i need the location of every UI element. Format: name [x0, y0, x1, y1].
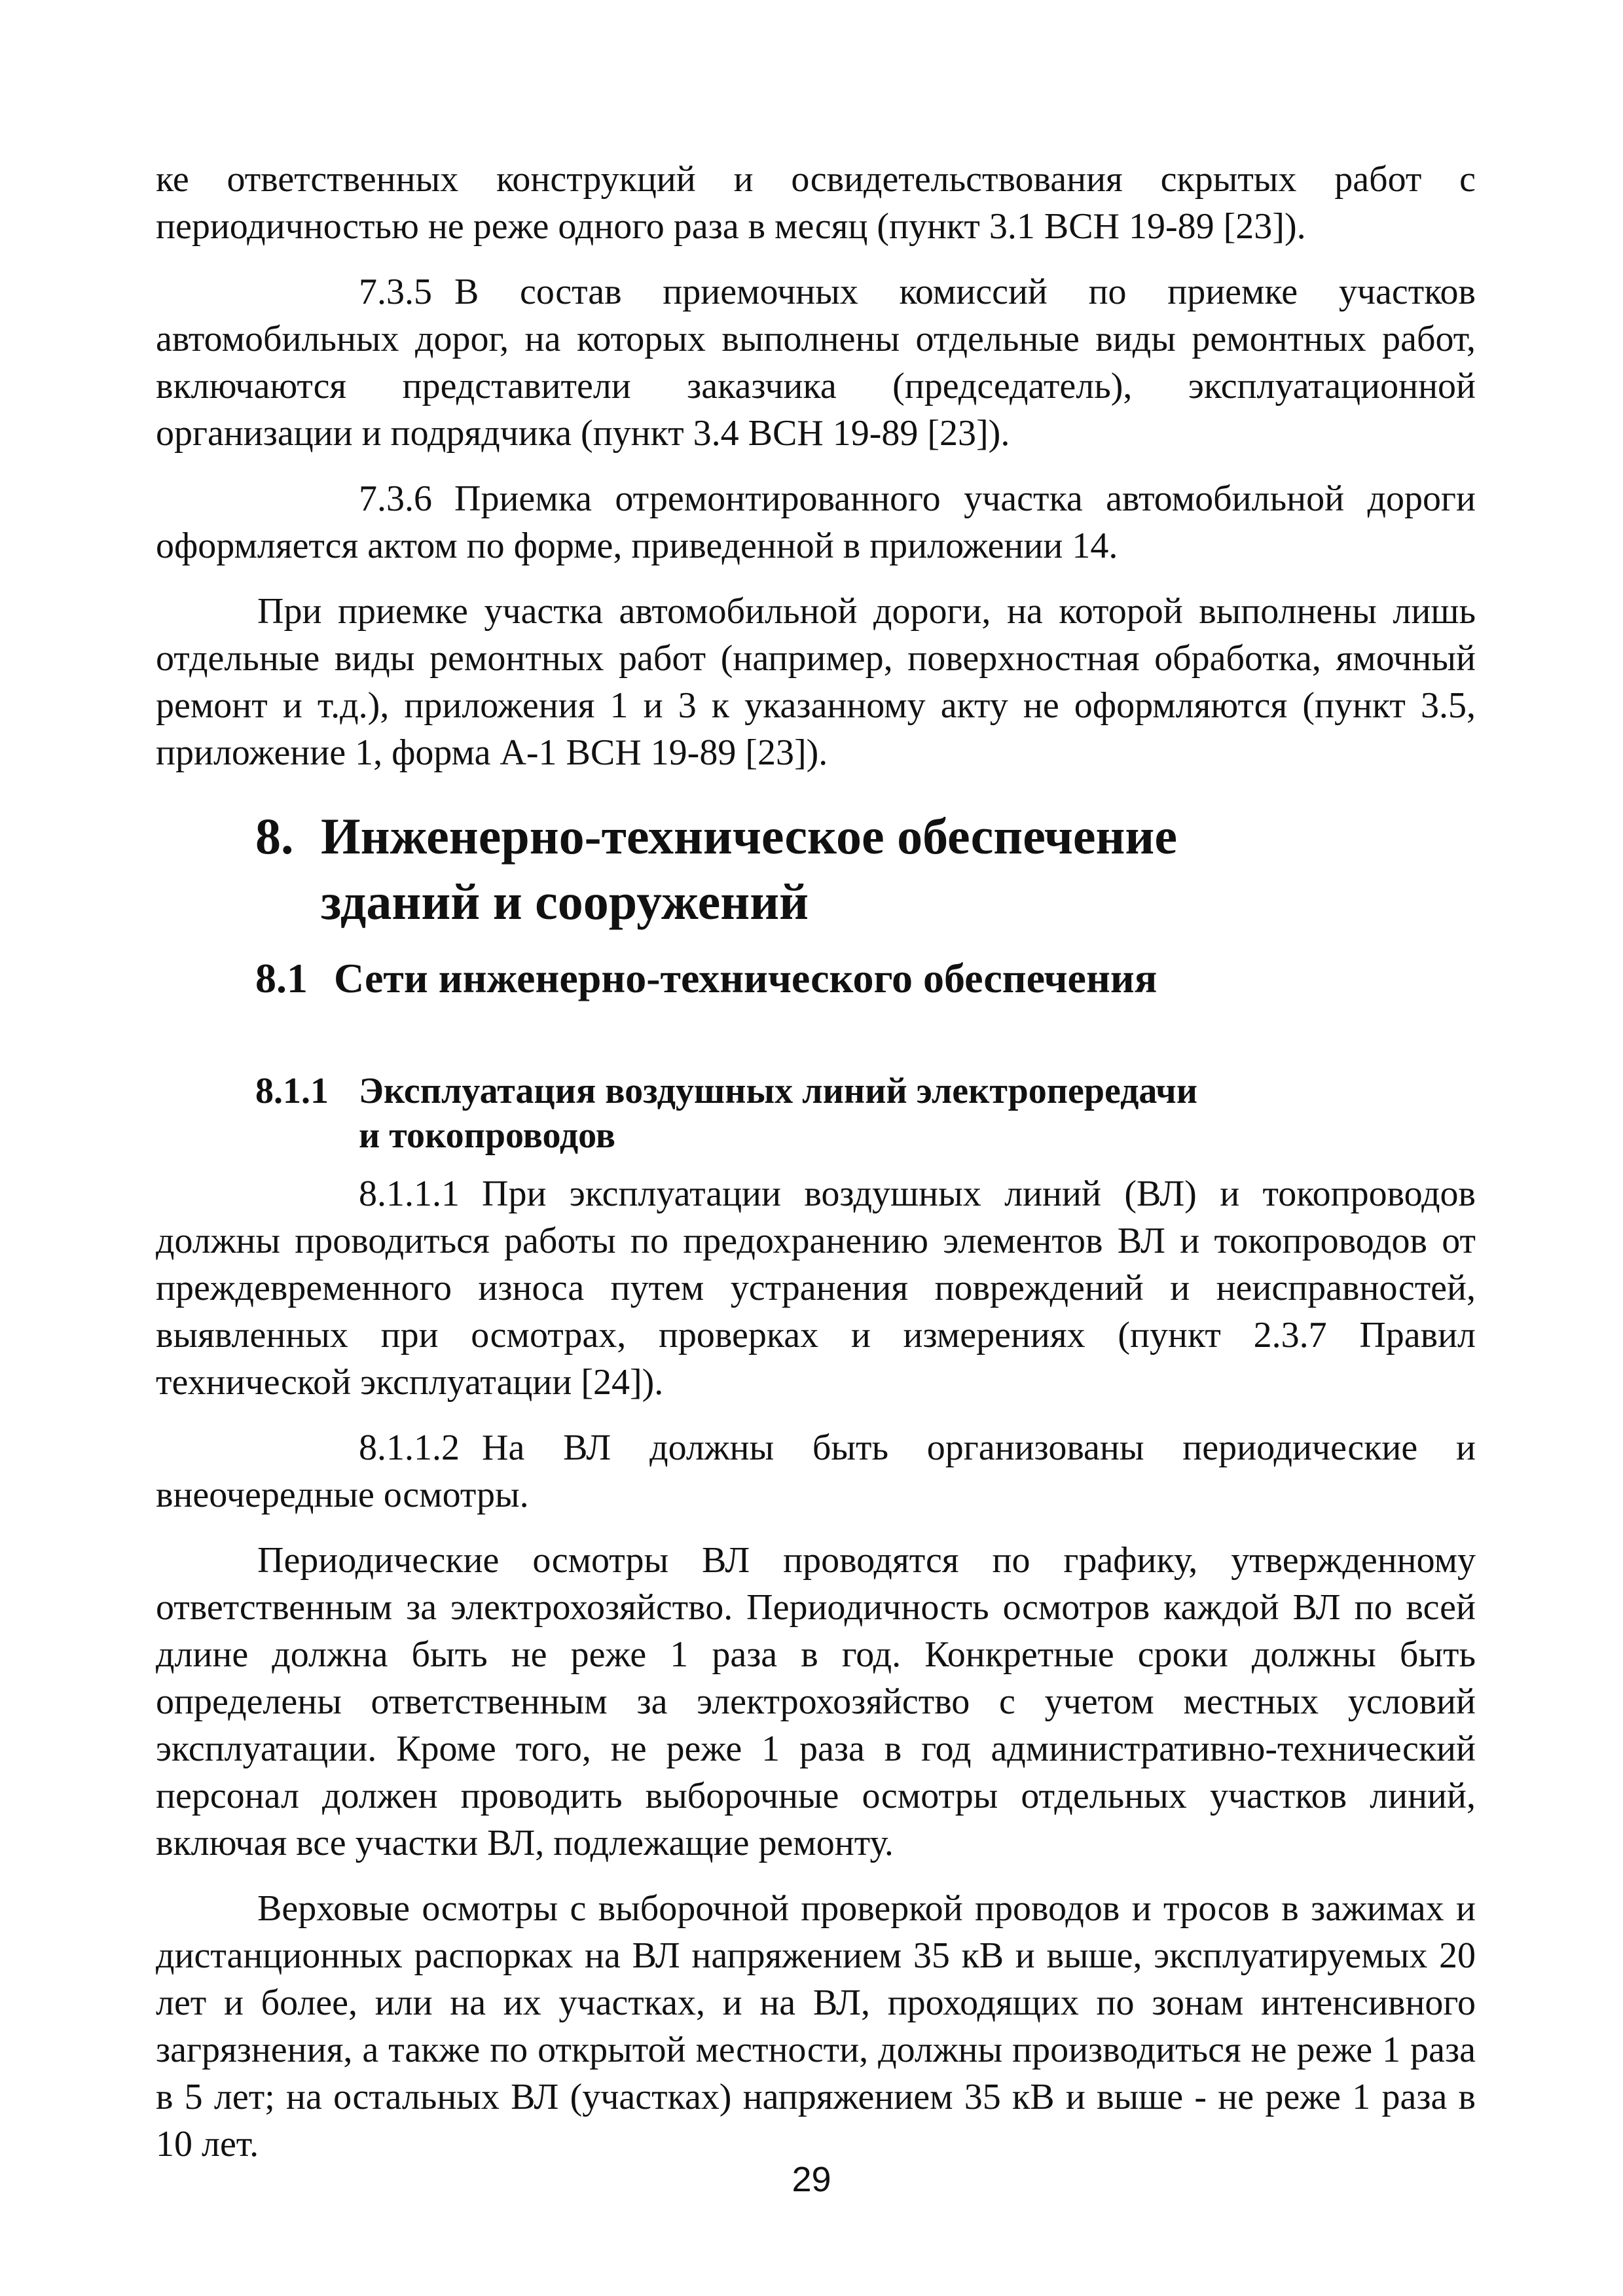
paragraph-continuation: ке ответственных конструкций и освидетельствования скрытых работ с периодичностью не реже одного раза в месяц (пункт 3.1 ВСН 19-89 [23]).: [156, 159, 1476, 247]
top-text-block: [156, 156, 1476, 776]
paragraph-7-3-5: [156, 268, 1476, 457]
subsection-heading: [255, 1069, 1197, 1158]
paragraph-7-3-6: [156, 475, 1476, 569]
paragraph-8-1-1-1: [156, 1170, 1476, 1406]
section-number: 8.1: [255, 955, 308, 1001]
clause-text: При эксплуатации воздушных линий (ВЛ) и токопроводов должны проводиться работы по предохранению элементов ВЛ и токопроводов от преждевременного износа путем устранения повреждений и неисправностей, выявленных при осмотрах, проверках и измерениях (пункт 2.3.7 Правил технической эксплуатации [24]).: [156, 1174, 1476, 1403]
clause-text: На ВЛ должны быть организованы периодические и внеочередные осмотры.: [156, 1427, 1476, 1515]
subsection-title-line1: Эксплуатация воздушных линий электропередачи: [359, 1071, 1198, 1111]
paragraph-periodic-inspections: Периодические осмотры ВЛ проводятся по графику, утвержденному ответственным за электрохозяйство. Периодичность осмотров каждой ВЛ по всей длине должна быть не реже 1 раза в год. Конкретные сроки должны быть определены ответственным за электрохозяйство с учетом местных условий эксплуатации. Кроме того, не реже 1 раза в год административно-технический персонал должен проводить выборочные осмотры отдельных участков линий, включая все участки ВЛ, подлежащие ремонту.: [156, 1540, 1476, 1863]
paragraph-8-1-1-2: [156, 1424, 1476, 1518]
bottom-text-block: [156, 1170, 1476, 2168]
clause-number: 7.3.6: [359, 478, 432, 519]
chapter-heading: [255, 804, 1177, 935]
clause-number: 8.1.1.2: [359, 1427, 460, 1468]
section-heading: [255, 952, 1157, 1005]
clause-number: 7.3.5: [359, 272, 432, 312]
chapter-title-line2: зданий и сооружений: [321, 873, 809, 930]
page-number: 29: [792, 2160, 831, 2199]
chapter-title-line1: Инженерно-техническое обеспечение: [321, 808, 1177, 865]
subsection-title-line2: и токопроводов: [359, 1115, 615, 1156]
paragraph-top-inspections: Верховые осмотры с выборочной проверкой проводов и тросов в зажимах и дистанционных распорках на ВЛ напряжением 35 кВ и выше, эксплуатируемых 20 лет и более, или на их участках, и на ВЛ, проходящих по зонам интенсивного загрязнения, а также по открытой местности, должны производиться не реже 1 раза в 5 лет; на остальных ВЛ (участках) напряжением 35 кВ и выше - не реже 1 раза в 10 лет.: [156, 1888, 1476, 2164]
chapter-number: 8.: [255, 808, 294, 865]
paragraph-acceptance: При приемке участка автомобильной дороги, на которой выполнены лишь отдельные виды ремонтных работ (например, поверхностная обработка, ямочный ремонт и т.д.), приложения 1 и 3 к указанному акту не оформляются (пункт 3.5, приложение 1, форма А-1 ВСН 19-89 [23]).: [156, 591, 1476, 773]
subsection-number: 8.1.1: [255, 1071, 329, 1111]
section-title: Сети инженерно-технического обеспечения: [334, 955, 1158, 1001]
clause-number: 8.1.1.1: [359, 1174, 460, 1214]
clause-text: Приемка отремонтированного участка автомобильной дороги оформляется актом по форме, приведенной в приложении 14.: [156, 478, 1476, 566]
clause-text: В состав приемочных комиссий по приемке участков автомобильных дорог, на которых выполнены отдельные виды ремонтных работ, включаются представители заказчика (председатель), эксплуатационной организации и подрядчика (пункт 3.4 ВСН 19-89 [23]).: [156, 272, 1476, 454]
